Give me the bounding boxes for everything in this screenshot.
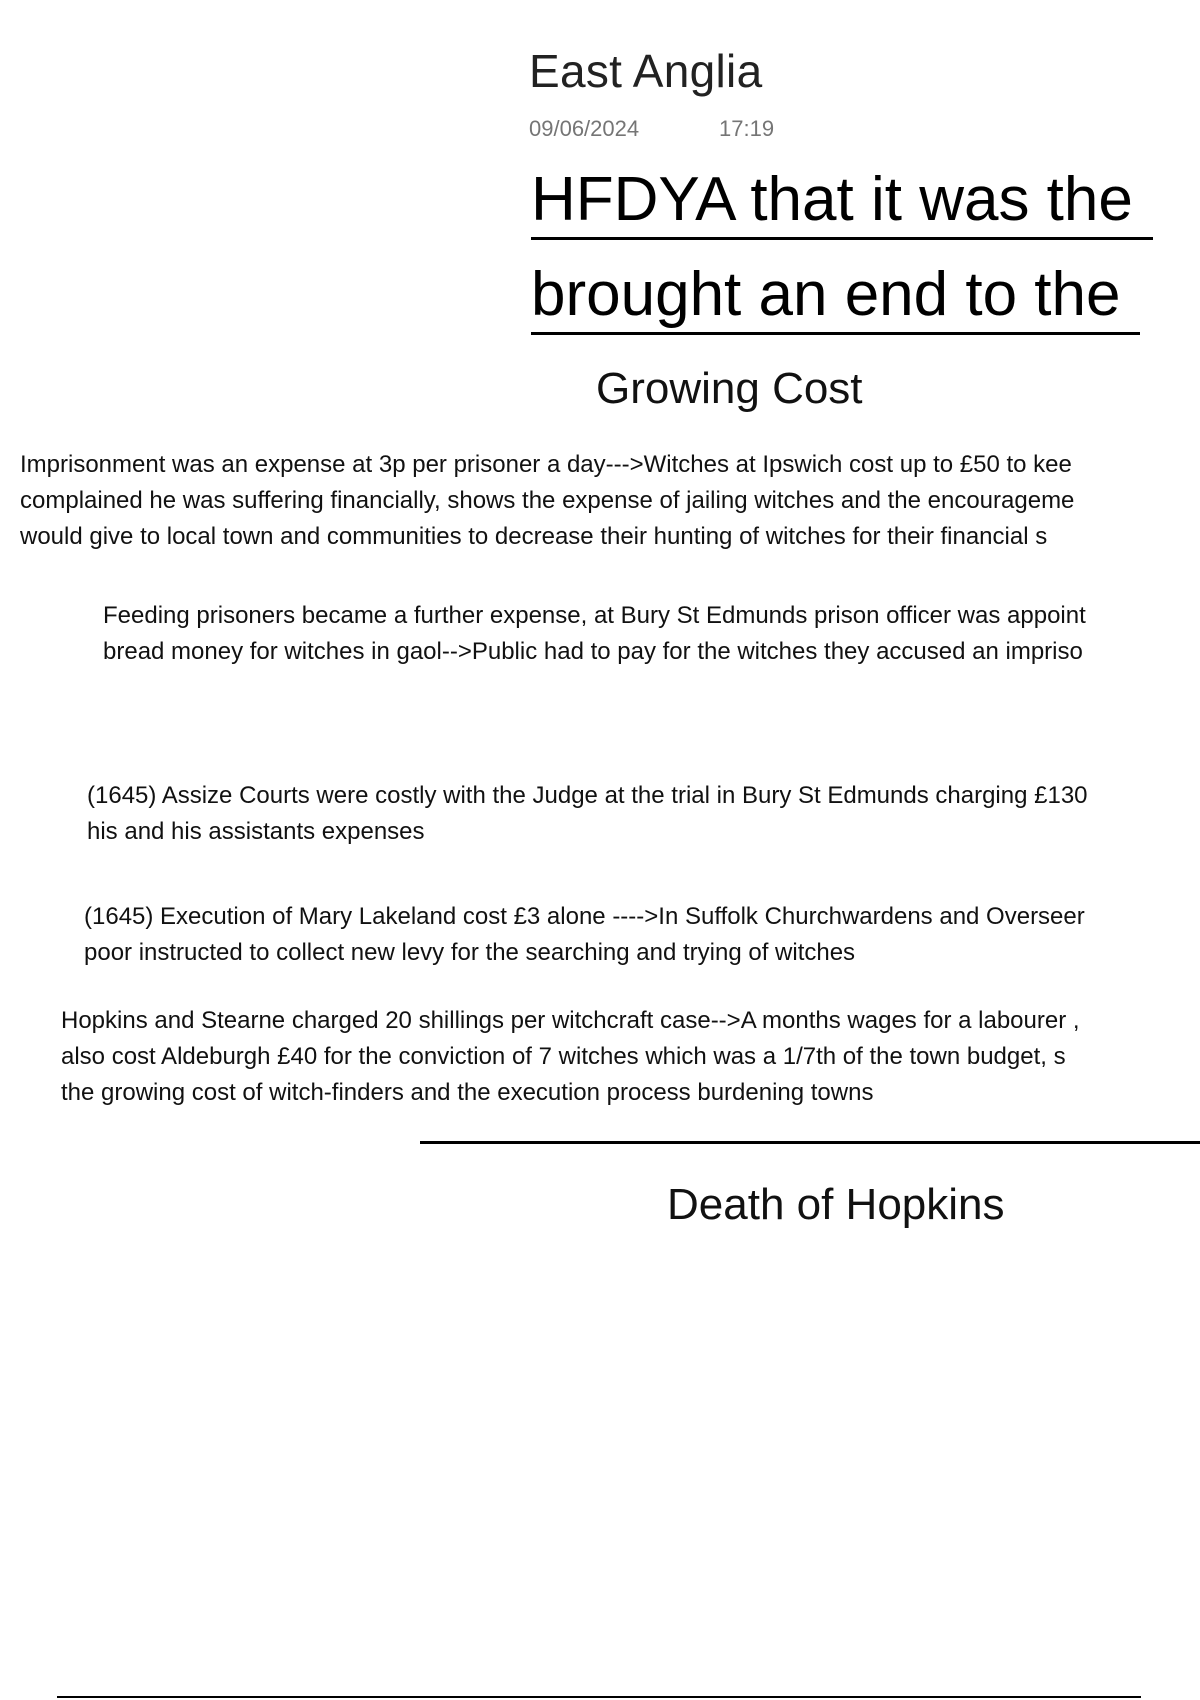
page-title: East Anglia <box>529 45 763 97</box>
note-line: complained he was suffering financially, shows the expense of jailing witches and the encourageme <box>20 487 1075 514</box>
note-line: his and his assistants expenses <box>87 818 425 845</box>
page-time: 17:19 <box>719 116 775 141</box>
note-line: Hopkins and Stearne charged 20 shillings per witchcraft case-->A months wages for a labourer , <box>61 1007 1080 1034</box>
note-line: bread money for witches in gaol-->Public had to pay for the witches they accused an impriso <box>103 638 1083 665</box>
note-paragraph-hopkins-stearne <box>61 1003 1080 1111</box>
note-paragraph-feeding <box>103 598 1086 670</box>
bottom-divider <box>57 1696 1141 1698</box>
note-line: Imprisonment was an expense at 3p per prisoner a day--->Witches at Ipswich cost up to £50 to kee <box>20 451 1072 478</box>
note-line: (1645) Assize Courts were costly with the Judge at the trial in Bury St Edmunds charging £130 <box>87 782 1088 809</box>
note-paragraph-assize-courts <box>87 778 1088 850</box>
note-line: also cost Aldeburgh £40 for the conviction of 7 witches which was a 1/7th of the town budget, s <box>61 1043 1066 1070</box>
main-heading-line-1: HFDYA that it was the <box>531 163 1153 240</box>
note-paragraph-execution <box>84 899 1085 971</box>
main-heading-line-2: brought an end to the <box>531 258 1140 335</box>
note-line: Feeding prisoners became a further expense, at Bury St Edmunds prison officer was appoint <box>103 602 1086 629</box>
section-title-growing-cost: Growing Cost <box>596 364 863 413</box>
note-line: the growing cost of witch-finders and the execution process burdening towns <box>61 1079 874 1106</box>
note-line: poor instructed to collect new levy for the searching and trying of witches <box>84 939 856 966</box>
section-title-death-of-hopkins: Death of Hopkins <box>667 1180 1005 1229</box>
section-divider <box>420 1141 1200 1144</box>
note-line: would give to local town and communities to decrease their hunting of witches for their financial s <box>20 523 1048 550</box>
note-paragraph-imprisonment <box>20 447 1074 555</box>
page-date: 09/06/2024 <box>529 116 640 141</box>
note-line: (1645) Execution of Mary Lakeland cost £3 alone ---->In Suffolk Churchwardens and Overseer <box>84 903 1085 930</box>
